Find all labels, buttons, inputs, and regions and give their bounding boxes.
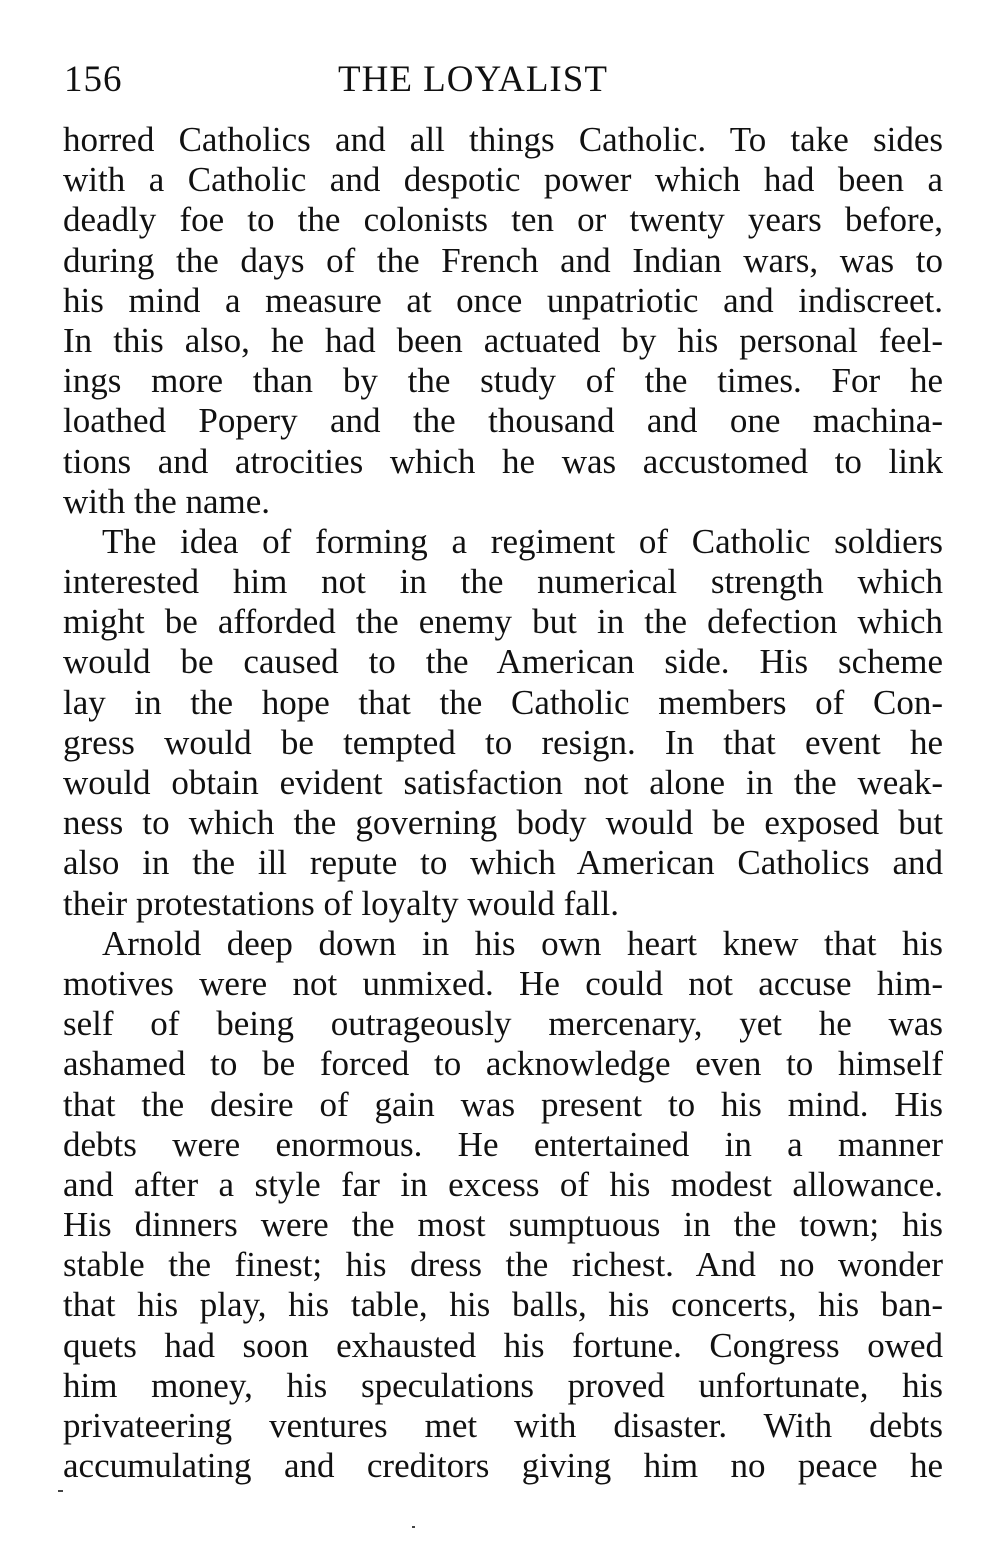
text-line: horred Catholics and all things Catholic. To take sides (63, 120, 943, 159)
text-line: ashamed to be forced to acknowledge even to himself (63, 1044, 943, 1084)
text-line: stable the finest; his dress the richest. And no wonder (63, 1245, 943, 1285)
body-text (63, 120, 943, 1486)
text-line: would obtain evident satisfaction not alone in the weak- (63, 763, 943, 802)
text-line: motives were not unmixed. He could not accuse him- (63, 963, 943, 1003)
text-line: that his play, his table, his balls, his concerts, his ban- (63, 1285, 943, 1325)
print-speck (412, 1526, 415, 1528)
text-line: In this also, he had been actuated by his personal feel- (63, 320, 943, 360)
text-line: might be afforded the enemy but in the defection which (63, 602, 943, 642)
text-line: The idea of forming a regiment of Catholic soldiers (102, 521, 943, 561)
text-line: their protestations of loyalty would fall. (63, 883, 620, 923)
text-line: interested him not in the numerical strength which (63, 562, 943, 602)
text-line: deadly foe to the colonists ten or twenty years before, (63, 200, 943, 240)
text-line: would be caused to the American side. His scheme (63, 642, 943, 682)
text-line: also in the ill repute to which American Catholics and (63, 843, 943, 883)
text-line: during the days of the French and Indian wars, was to (63, 240, 943, 280)
page-header (64, 56, 944, 104)
text-line: and after a style far in excess of his modest allowance. (63, 1164, 943, 1204)
text-line: accumulating and creditors giving him no peace he (63, 1446, 943, 1486)
running-title: THE LOYALIST (338, 59, 608, 100)
page-number: 156 (64, 59, 123, 100)
text-line: that the desire of gain was present to his mind. His (63, 1084, 943, 1124)
text-line: loathed Popery and the thousand and one machina- (63, 401, 943, 441)
text-line: him money, his speculations proved unfortunate, his (63, 1365, 943, 1405)
text-line: his mind a measure at once unpatriotic and indiscreet. (63, 280, 943, 320)
text-line: ness to which the governing body would be exposed but (63, 803, 943, 843)
text-line: self of being outrageously mercenary, yet he was (63, 1004, 943, 1044)
text-line: tions and atrocities which he was accustomed to link (63, 441, 943, 481)
text-line: with a Catholic and despotic power which had been a (63, 160, 943, 200)
text-line: lay in the hope that the Catholic members of Con- (63, 682, 943, 722)
text-line: quets had soon exhausted his fortune. Congress owed (63, 1325, 943, 1365)
text-line: ings more than by the study of the times. For he (63, 361, 943, 401)
text-line: debts were enormous. He entertained in a manner (63, 1124, 943, 1164)
print-speck (58, 1490, 63, 1492)
text-line: Arnold deep down in his own heart knew that his (102, 923, 943, 963)
text-line: with the name. (63, 481, 271, 521)
text-line: privateering ventures met with disaster. With debts (63, 1406, 943, 1445)
text-line: gress would be tempted to resign. In that event he (63, 722, 943, 762)
text-line: His dinners were the most sumptuous in the town; his (63, 1205, 943, 1245)
